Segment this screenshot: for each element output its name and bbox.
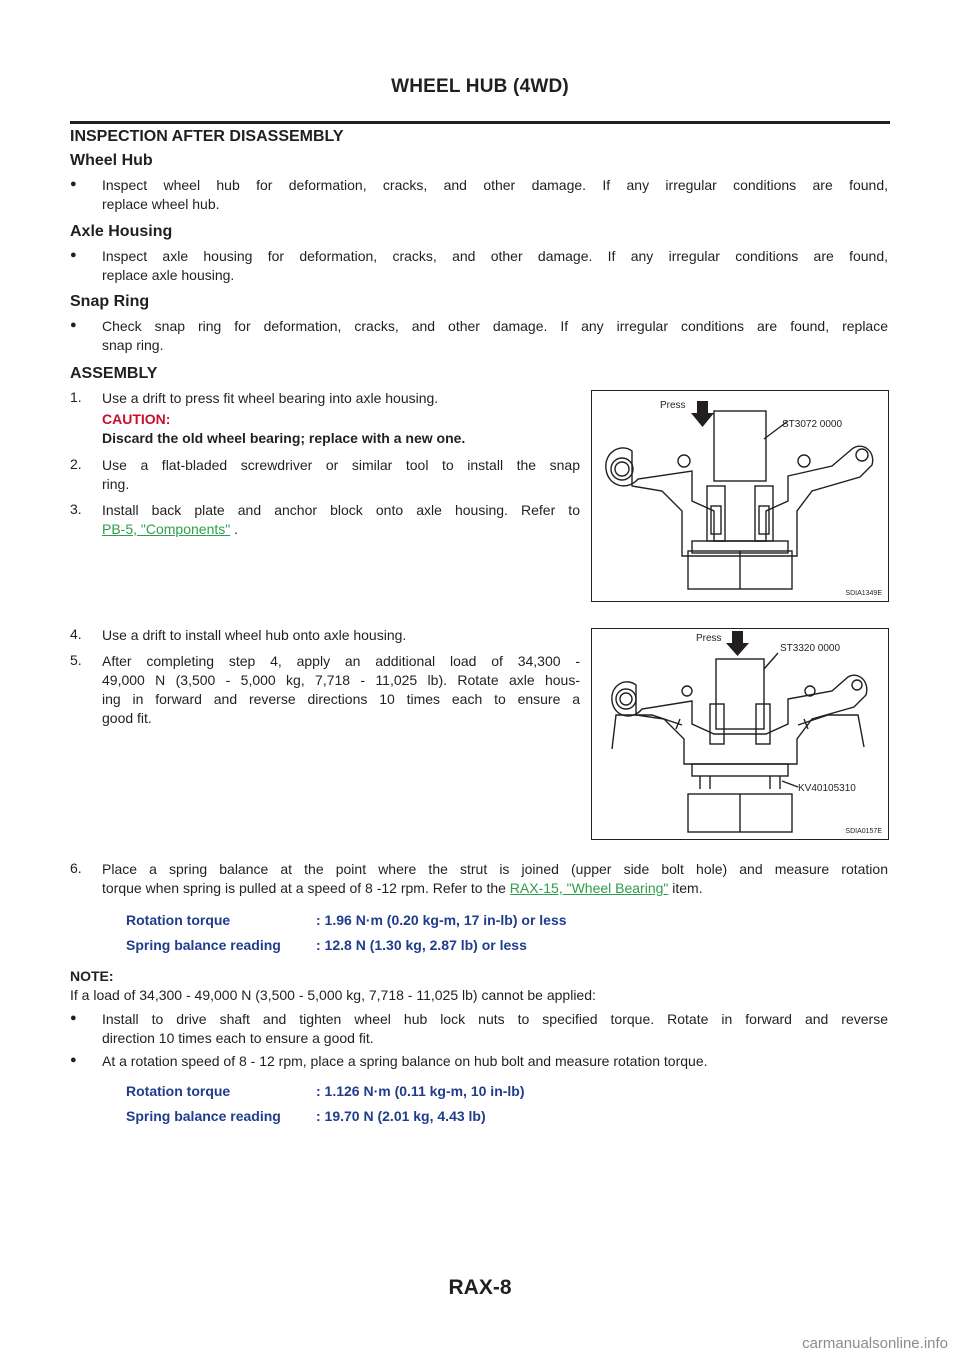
axle-housing-line2: replace axle housing. [102,267,235,283]
note-bullet2: At a rotation speed of 8 - 12 rpm, place a spring balance on hub bolt and measure rotation torque. [102,1053,708,1069]
bullet-icon: ● [70,1012,77,1024]
axle-housing-line1: Inspect axle housing for deformation, cracks, and other damage. If any irregular conditions are found, [102,248,888,264]
figure-wheel-bearing-press [591,390,889,602]
spec1-row1-value: : 1.96 N·m (0.20 kg-m, 17 in-lb) or less [316,912,567,928]
bullet-icon: ● [70,178,77,190]
note-bullet1-line1: Install to drive shaft and tighten wheel hub lock nuts to specified torque. Rotate in forward and reverse [102,1011,888,1027]
step-number: 1. [70,389,82,405]
step3-line1: Install back plate and anchor block onto axle housing. Refer to [102,502,580,518]
step4-text: Use a drift to install wheel hub onto axle housing. [102,627,407,643]
spec2-row2-value: : 19.70 N (2.01 kg, 4.43 lb) [316,1108,486,1124]
wheel-hub-line1: Inspect wheel hub for deformation, cracks, and other damage. If any irregular conditions are found, [102,177,888,193]
figure1-id: SDIA1349E [845,590,882,597]
bullet-icon: ● [70,1054,77,1066]
page-number: RAX-8 [448,1276,512,1299]
step-number: 4. [70,626,82,642]
note-text: If a load of 34,300 - 49,000 N (3,500 - 5,000 kg, 7,718 - 11,025 lb) cannot be applied: [70,987,596,1003]
header-rule [70,121,890,124]
figure-wheel-hub-install [591,628,889,840]
step1-text: Use a drift to press fit wheel bearing into axle housing. [102,390,439,406]
spec1-row1-label: Rotation torque [126,912,231,928]
subheading-wheel-hub: Wheel Hub [70,152,153,169]
figure1-tool-label: ST3072 0000 [782,419,843,430]
caution-label: CAUTION: [102,411,171,427]
rax15-wheel-bearing-link[interactable]: RAX-15, "Wheel Bearing" [509,880,669,896]
step-number: 3. [70,501,82,517]
bullet-icon: ● [70,319,77,331]
subheading-axle-housing: Axle Housing [70,223,173,240]
watermark: carmanualsonline.info [802,1335,948,1352]
step5-line3: ing in forward and reverse directions 10 times each to ensure a [102,691,580,707]
page-title: WHEEL HUB (4WD) [391,76,569,97]
step2-line2: ring. [102,476,130,492]
snap-ring-line2: snap ring. [102,337,164,353]
subheading-snap-ring: Snap Ring [70,293,150,310]
step-number: 6. [70,860,82,876]
step3-line2 [102,520,238,539]
note-label: NOTE: [70,968,114,984]
bullet-icon: ● [70,249,77,261]
figure1-press-label: Press [660,400,686,411]
figure2-id: SDIA0157E [845,828,882,835]
step6-line2 [102,879,703,898]
spec2-row2-label: Spring balance reading [126,1108,281,1124]
pb5-components-link[interactable]: PB-5, "Components" [102,521,231,537]
step5-line4: good fit. [102,710,152,726]
wheel-hub-line2: replace wheel hub. [102,196,220,212]
spec1-row2-label: Spring balance reading [126,937,281,953]
snap-ring-line1: Check snap ring for deformation, cracks, and other damage. If any irregular conditions are found, replace [102,318,888,334]
section-heading-assembly: ASSEMBLY [70,365,158,382]
step6-line2-post: item. [668,880,703,896]
step2-line1: Use a flat-bladed screwdriver or similar tool to install the snap [102,457,580,473]
figure2-press-label: Press [696,633,722,644]
note-bullet1-line2: direction 10 times each to ensure a good fit. [102,1030,374,1046]
spec2-row1-value: : 1.126 N·m (0.11 kg-m, 10 in-lb) [316,1083,525,1099]
wheel-hub-install-illustration [592,629,888,839]
spec1-row2-value: : 12.8 N (1.30 kg, 2.87 lb) or less [316,937,527,953]
section-heading-inspection: INSPECTION AFTER DISASSEMBLY [70,128,344,145]
step6-line2-pre: torque when spring is pulled at a speed of 8 -12 rpm. Refer to the [102,880,510,896]
step-number: 2. [70,456,82,472]
caution-text: Discard the old wheel bearing; replace with a new one. [102,430,466,446]
wheel-bearing-press-illustration [592,391,888,601]
spec2-row1-label: Rotation torque [126,1083,231,1099]
step-number: 5. [70,652,82,668]
figure2-tool1-label: ST3320 0000 [780,643,841,654]
figure2-tool2-label: KV40105310 [798,783,856,794]
step6-line1: Place a spring balance at the point where the strut is joined (upper side bolt hole) and measure rotation [102,861,888,877]
step3-suffix: . [230,521,239,537]
step5-line2: 49,000 N (3,500 - 5,000 kg, 7,718 - 11,025 lb). Rotate axle hous- [102,672,580,688]
step5-line1: After completing step 4, apply an additional load of 34,300 - [102,653,580,669]
